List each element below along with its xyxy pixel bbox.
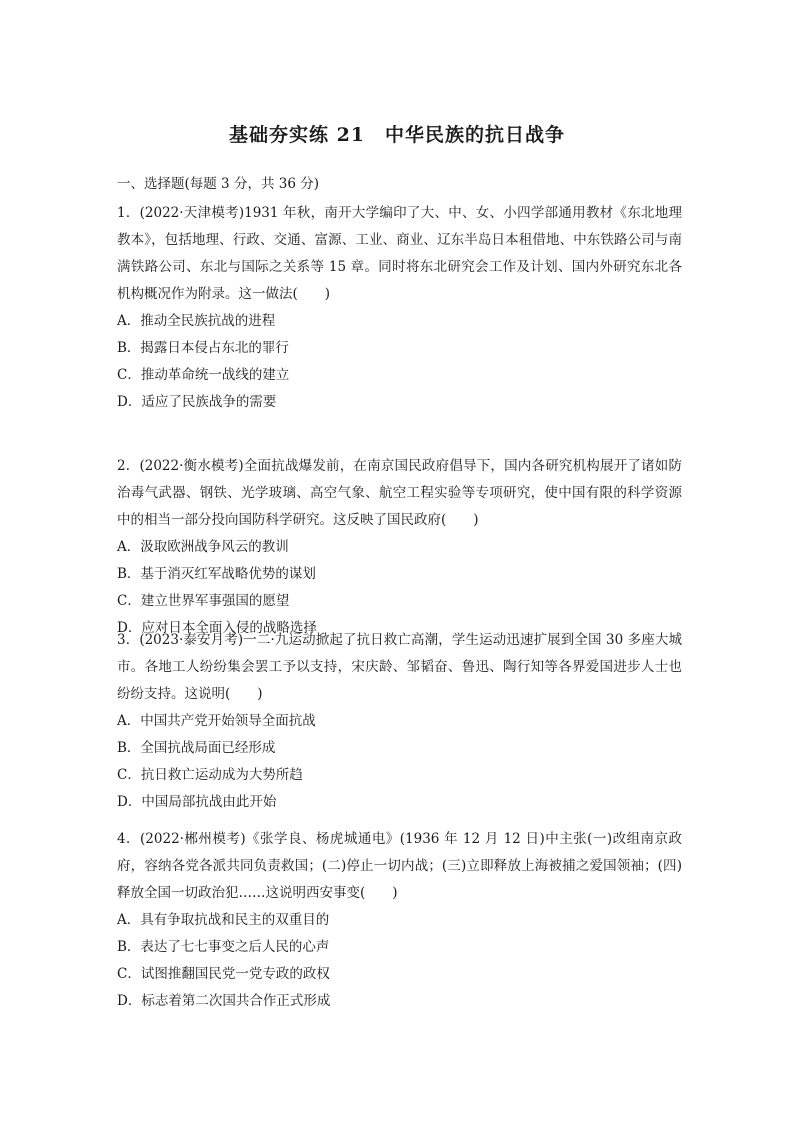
option-b: B．揭露日本侵占东北的罪行	[117, 340, 289, 356]
option-a: A．汲取欧洲战争风云的教训	[117, 539, 289, 555]
option-a: A．具有争取抗战和民主的双重目的	[117, 912, 330, 928]
page-title: 基础夯实练 21 中华民族的抗日战争	[228, 124, 566, 146]
option-b: B．全国抗战局面已经形成	[117, 740, 276, 756]
option-d: D．应对日本全面入侵的战略选择	[117, 620, 317, 636]
question-stem: 2．(2022·衡水模考)全面抗战爆发前，在南京国民政府倡导下，国内各研究机构展开了诸如防治毒气武器、钢铁、光学玻璃、高空气象、航空工程实验等专项研究，使中国有限的科学资源中的相当一部分投向国防科学研究。这反映了国民政府( )	[117, 458, 682, 528]
option-a: A．推动全民族抗战的进程	[117, 313, 276, 329]
question-stem: 4．(2022·郴州模考)《张学良、杨虎城通电》(1936 年 12 月 12 日)中主张(一)改组南京政府，容纳各党各派共同负责救国；(二)停止一切内战；(三)立即释放上海被捕之爱国领袖；(四)释放全国一切政治犯……这说明西安事变( )	[117, 831, 682, 901]
option-d: D．标志着第二次国共合作正式形成	[117, 993, 331, 1009]
option-d: D．适应了民族战争的需要	[117, 394, 277, 410]
option-c: C．推动革命统一战线的建立	[117, 367, 290, 383]
question-stem: 1．(2022·天津模考)1931 年秋，南开大学编印了大、中、女、小四学部通用教材《东北地理教本》，包括地理、行政、交通、富源、工业、商业、辽东半岛日本租借地、中东铁路公司与南满铁路公司、东北与国际之关系等 15 章。同时将东北研究会工作及计划、国内外研究东北各机构概况作为附录。这一做法( )	[117, 205, 682, 302]
option-c: C．试图推翻国民党一党专政的政权	[117, 966, 330, 982]
option-c: C．建立世界军事强国的愿望	[117, 593, 290, 609]
option-c: C．抗日救亡运动成为大势所趋	[117, 767, 303, 783]
question-3	[117, 627, 682, 816]
question-2	[117, 453, 682, 642]
option-a: A．中国共产党开始领导全面抗战	[117, 713, 316, 729]
option-d: D．中国局部抗战由此开始	[117, 794, 277, 810]
question-4	[117, 826, 682, 1015]
question-stem: 3．(2023·泰安月考)一二·九运动掀起了抗日救亡高潮，学生运动迅速扩展到全国 30 多座大城市。各地工人纷纷集会罢工予以支持，宋庆龄、邹韬奋、鲁迅、陶行知等各界爱国进步人士也纷纷支持。这说明( )	[117, 632, 682, 702]
option-b: B．基于消灭红军战略优势的谋划	[117, 566, 316, 582]
question-1	[117, 200, 682, 416]
section-heading: 一、选择题(每题 3 分，共 36 分)	[117, 176, 319, 192]
option-b: B．表达了七七事变之后人民的心声	[117, 939, 330, 955]
